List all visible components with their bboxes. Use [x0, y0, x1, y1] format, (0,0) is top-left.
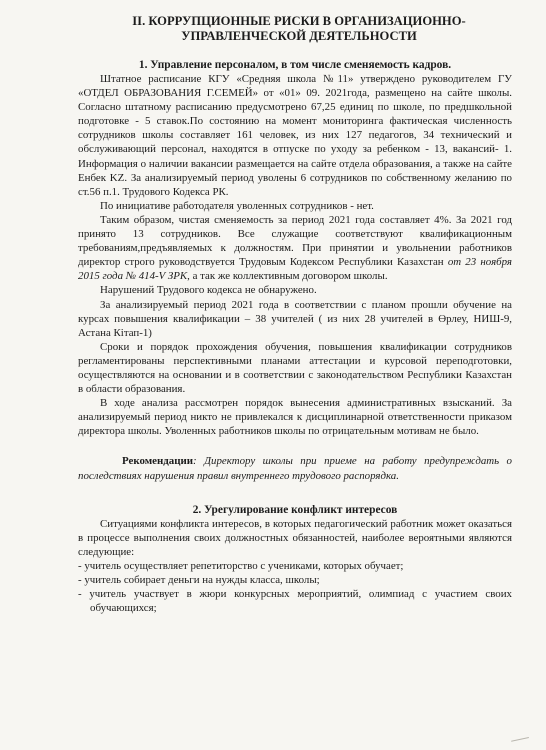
paragraph-turnover	[78, 213, 512, 283]
recommendations-label: Рекомендации	[122, 455, 194, 468]
paragraph-training-rules: Сроки и порядок прохождения обучения, повышения квалификации сотрудников регламентированы перспективными планами аттестации и курсовой переподготовки, осуществляются на основании и в соответствии с законодательством Республики Казахстан в области образования.	[78, 340, 512, 396]
paragraph-staffing: Штатное расписание КГУ «Средняя школа №11» утверждено руководителем ГУ «ОТДЕЛ ОБРАЗОВАНИЯ Г.СЕМЕЙ» от «01» 09. 2021года, размещено на сайте школы. Согласно штатному расписанию предусмотрено 67,25 единиц по школе, по предшкольной подготовке - 5 ставок.По состоянию на момент мониторинга фактическая численность сотрудников школы составляет 161 человек, из них 127 педагогов, 34 технический и обслуживающий персонал, находятся в отпуске по уходу за ребенком - 13, вакансий- 1. Информация о наличии вакансии размещается на сайте отдела образования, а также на сайте Енбек KZ. За анализируемый период уволены 6 сотрудников по собственному желанию по ст.56 п.1. Трудового Кодекса РК.	[78, 73, 512, 198]
turnover-text: Таким образом, чистая сменяемость за период 2021 года составляет 4%. За 2021 год принято 13 сотрудников. Все служащие соответствуют квалификационным требованиям,предъявляемых к должностям. При принятии и увольнении работников директор строго руководствуется Трудовым Кодексом Республики Казахстан	[78, 213, 512, 269]
list-item: - учитель собирает деньги на нужды класса, школы;	[78, 574, 320, 586]
labor-code-reference: от 23 ноября 2015 года № 414-V ЗРК	[78, 256, 512, 283]
page-title: II. КОРРУПЦИОННЫЕ РИСКИ В ОРГАНИЗАЦИОННО-УПРАВЛЕНЧЕСКОЙ ДЕЯТЕЛЬНОСТИ	[132, 14, 466, 43]
paragraph-disciplinary: В ходе анализа рассмотрен порядок вынесения административных взысканий. За анализируемый период никто не привлекался к дисциплинарной ответственности приказом директора школы. Уволенных работников школы по отрицательным мотивам не было.	[78, 397, 512, 438]
list-item: - учитель осуществляет репетиторство с учениками, которых обучает;	[78, 559, 404, 572]
section-2-heading: 2. Урегулирование конфликт интересов	[192, 503, 398, 516]
recommendations-text: : Директору школы при приеме на работу предупреждать о последствиях нарушения правил внутреннего трудового распорядка.	[78, 455, 512, 482]
paragraph-dismissals: По инициативе работодателя уволенных сотрудников - нет.	[100, 199, 374, 212]
recommendations	[78, 454, 512, 482]
section-1-heading: 1. Управление персоналом, в том числе сменяемость кадров.	[138, 59, 452, 71]
spacer	[78, 438, 512, 454]
list-item: - учитель участвует в жюри конкурсных мероприятий, олимпиад с участием своих обучающихся;	[78, 588, 512, 615]
paragraph-no-violations: Нарушений Трудового кодекса не обнаружено.	[100, 284, 317, 297]
paragraph-training: За анализируемый период 2021 года в соответствии с планом прошли обучение на курсах повышения квалификации – 38 учителей ( из них 28 учителей в Өрлеу, НИШ-9, Астана Кітап-1)	[78, 298, 512, 339]
paragraph-conflict-intro: Ситуациями конфликта интересов, в которых педагогический работник может оказаться в процессе выполнения своих должностных обязанностей, наиболее вероятными являются следующие:	[78, 517, 512, 558]
page-corner-mark	[509, 727, 529, 742]
turnover-tail: , а так же коллективным договором школы.	[187, 270, 388, 283]
spacer	[78, 483, 512, 499]
